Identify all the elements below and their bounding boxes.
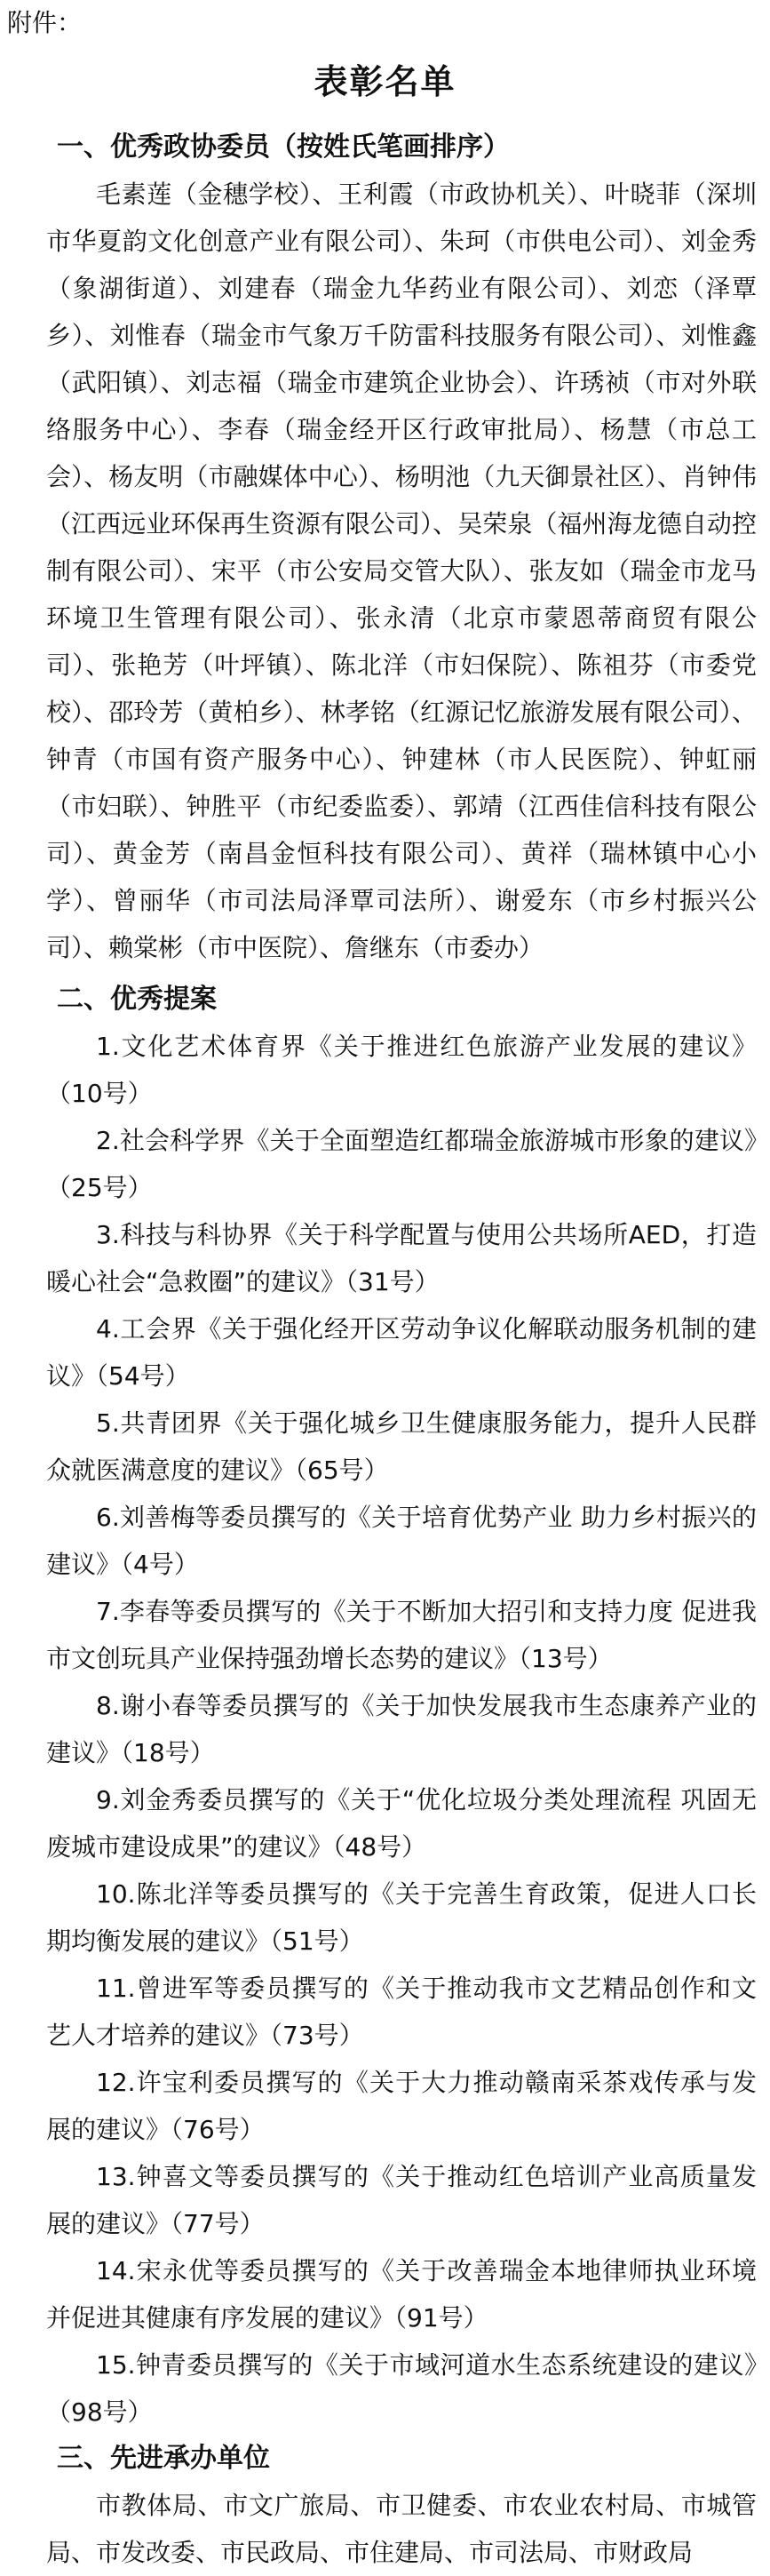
proposal-item: 1.文化艺术体育界《关于推进红色旅游产业发展的建议》（10号） [46,1032,757,1108]
member-list: 毛素莲（金穗学校）、王利霞（市政协机关）、叶晓菲（深圳市华夏韵文化创意产业有限公司）、朱珂（市供电公司）、刘金秀（象湖街道）、刘建春（瑞金九华药业有限公司）、刘恋（泽覃乡）、刘惟春（瑞金市气象万千防雷科技服务有限公司）、刘惟鑫（武阳镇）、刘志福（瑞金市建筑企业协会）、许琇祯（市对外联络服务中心）、李春（瑞金经开区行政审批局）、杨慧（市总工会）、杨友明（市融媒体中心）、杨明池（九天御景社区）、肖钟伟（江西远业环保再生资源有限公司）、吴荣泉（福州海龙德自动控制有限公司）、宋平（市公安局交管大队）、张友如（瑞金市龙马环境卫生管理有限公司）、张永清（北京市蒙恩蒂商贸有限公司）、张艳芳（叶坪镇）、陈北洋（市妇保院）、陈祖芬（市委党校）、邵玲芳（黄柏乡）、林孝铭（红源记忆旅游发展有限公司）、钟青（市国有资产服务中心）、钟建林（市人民医院）、钟虹丽（市妇联）、钟胜平（市纪委监委）、郭靖（江西佳信科技有限公司）、黄金芳（南昌金恒科技有限公司）、黄祥（瑞林镇中心小学）、曾丽华（市司法局泽覃司法所）、谢爱东（市乡村振兴公司）、赖棠彬（市中医院）、詹继东（市委办） [46,179,757,962]
document-title: 表彰名单 [314,62,456,101]
proposal-item: 7.李春等委员撰写的《关于不断加大招引和支持力度 促进我市文创玩具产业保持强劲增长态势的建议》（13号） [46,1597,757,1673]
section-heading-units: 三、先进承办单位 [57,2443,270,2474]
proposal-item: 5.共青团界《关于强化城乡卫生健康服务能力，提升人民群众就医满意度的建议》（65号） [46,1408,757,1485]
proposal-item: 9.刘金秀委员撰写的《关于“优化垃圾分类处理流程 巩固无废城市建设成果”的建议》（48号） [46,1785,757,1862]
proposal-item: 3.科技与科协界《关于科学配置与使用公共场所AED，打造暖心社会“急救圈”的建议》（31号） [46,1220,757,1296]
proposal-item: 8.谢小春等委员撰写的《关于加快发展我市生态康养产业的建议》（18号） [46,1691,757,1767]
proposal-item: 4.工会界《关于强化经开区劳动争议化解联动服务机制的建议》（54号） [46,1314,757,1391]
proposal-item: 11.曾进军等委员撰写的《关于推动我市文艺精品创作和文艺人才培养的建议》（73号） [46,1974,757,2050]
proposal-item: 6.刘善梅等委员撰写的《关于培育优势产业 助力乡村振兴的建议》（4号） [46,1503,757,1579]
attachment-label: 附件： [7,8,83,37]
proposal-item: 14.宋永优等委员撰写的《关于改善瑞金本地律师执业环境并促进其健康有序发展的建议》（91号） [46,2256,757,2333]
proposal-item: 13.钟喜文等委员撰写的《关于推动红色培训产业高质量发展的建议》（77号） [46,2162,757,2238]
section-heading-proposals: 二、优秀提案 [57,984,217,1015]
section-heading-members: 一、优秀政协委员（按姓氏笔画排序） [57,132,510,163]
proposal-item: 15.钟青委员撰写的《关于市域河道水生态系统建设的建议》（98号） [46,2350,757,2427]
proposal-item: 10.陈北洋等委员撰写的《关于完善生育政策，促进人口长期均衡发展的建议》（51号） [46,1879,757,1956]
unit-list: 市教体局、市文广旅局、市卫健委、市农业农村局、市城管局、市发改委、市民政局、市住建局、市司法局、市财政局 [46,2491,757,2567]
proposal-item: 12.许宝利委员撰写的《关于大力推动赣南采茶戏传承与发展的建议》（76号） [46,2068,757,2144]
document-body [46,124,757,2576]
proposal-item: 2.社会科学界《关于全面塑造红都瑞金旅游城市形象的建议》（25号） [46,1126,757,1202]
